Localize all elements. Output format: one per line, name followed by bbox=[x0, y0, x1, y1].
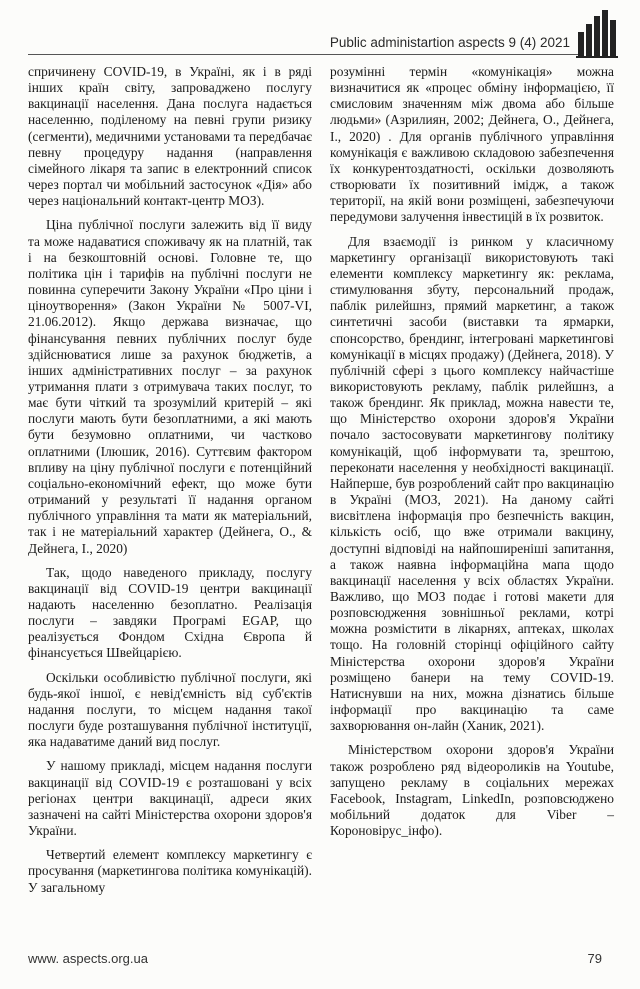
paragraph: У нашому прикладі, місцем надання послуги вакцинації від COVID-19 є розташовані у всіх регіонах центри вакцинації, адреси яких зазначені на сайті Міністерства охорони здоров'я України. bbox=[28, 758, 312, 839]
paragraph: розумінні термін «комунікація» можна визначитися як «процес обміну інформацією, її смисловим значенням між двома або більше людьми» (Азрилиян, 2002; Дейнега, О., Дейнега, І., 2020) . Для органів публічного управління комунікація є важливою складовою забезпечення їх конкурентоздатності, оскільки дозволяють створювати їх позитивний імідж, а також території, на якій вони розміщені, забезпечуючи передумови залучення інвестицій в їх розвиток. bbox=[330, 64, 614, 225]
page-number: 79 bbox=[587, 951, 602, 966]
paragraph: Міністерством охорони здоров'я України також розроблено ряд відеороликів на Youtube, запущено рекламу в соціальних мережах Facebook, Instagram, LinkedIn, розповсюджено мобільний додаток для Viber –Короновірус_інфо). bbox=[330, 742, 614, 839]
right-column bbox=[330, 64, 614, 839]
paragraph: Четвертий елемент комплексу маркетингу є просування (маркетингова політика комунікацій). У загальному bbox=[28, 847, 312, 895]
journal-title: Public administartion aspects 9 (4) 2021 bbox=[329, 35, 570, 50]
header-divider bbox=[28, 54, 578, 55]
footer-url: www. aspects.org.ua bbox=[28, 951, 148, 966]
building-columns-icon bbox=[576, 10, 618, 58]
paragraph: Ціна публічної послуги залежить від її виду та може надаватися споживачу як на платній, так і на безкоштовній основі. Головне те, що політика цін і тарифів на публічні послуги не повинна суперечити Закону України «Про ціни і ціноутворення» (Закон України № 5007-VI, 21.06.2012). Якщо держава визначає, що фінансування певних публічних послуг буде здійснюватися лише за рахунок бюджетів, а інших адміністративних послуг – за рахунок утримання плати з отримувача таких послуг, то має бути чіткий та зрозумілий критерій – які послуги мають бути безоплатними, а які мають бути безумовно оплатними, чи частково оплатними (Ілюшик, 2016). Суттєвим фактором впливу на ціну публічної послуги є потенційний соціально-економічний ефект, що може бути отриманий у результаті її надання органом публічного управління та мати як матеріальний, так і не матеріальний характер (Дейнега, О., & Дейнега, І., 2020) bbox=[28, 217, 312, 556]
page-header bbox=[0, 0, 640, 62]
article-body bbox=[28, 64, 614, 934]
paragraph: Для взаємодії із ринком у класичному маркетингу організації використовують такі елементи комплексу маркетингу як: реклама, стимулювання збуту, персональний продаж, паблік рилейшнз, прямий маркетинг, а також синтетичні засоби (виставки та ярмарки, спонсорство, брендинг, інтегровані маркетингові комунікації в місцях продажу) (Дейнега, 2018). У публічній сфері з цього комплексу найчастіше використовують рекламу, паблік рилейшнз, а також брендинг. Як приклад, можна навести те, що Міністерство охорони здоров'я України почало застосовувати маркетингову політику комунікацій, щоб інформувати та, зрештою, переконати населення у необхідності вакцинації. Найперше, був розроблений сайт про вакцинацію в Україні (МОЗ, 2021). На даному сайті висвітлена інформація про безпечність вакцин, кількість осіб, що вже отримали вакцину, доступні відповіді на найпоширеніші запитання, а також наявна інформаційна мапа щодо вакцинації населення у всіх областях України. Важливо, що МОЗ подає і готові макети для розповсюдження зовнішньої реклами, котрі можна розмістити в лікарнях, аптеках, школах тощо. На головній сторінці офіційного сайту Міністерства охорони здоров'я України розміщено банери на тему COVID-19. Натиснувши на них, можна дізнатись більше інформації про вакцинацію та саме захворювання он-лайн (Ханик, 2021). bbox=[330, 233, 614, 734]
paragraph: Оскільки особливістю публічної послуги, які будь-якої іншої, є невід'ємність від суб'єктів надання послуги, то місцем надання такої послуги буде розташування публічної інституції, яка надаватиме даний вид послуг. bbox=[28, 669, 312, 750]
paragraph: Так, щодо наведеного прикладу, послугу вакцинації від COVID-19 центри вакцинації надають населенню безоплатно. Реалізація послуги – завдяки Програмі EGAP, що реалізується Фондом Східна Європа й фінансується Швейцарією. bbox=[28, 564, 312, 661]
paragraph: спричинену COVID-19, в Україні, як і в ряді інших країн світу, запроваджено послугу вакцинації населення. Дана послуга надається населенню, поділеному на певні групи ризику (сегменти), медичними установами та передбачає певну процедуру надання (направлення сімейного лікаря та запис в електронний список через портал чи мобільний застосунок «Дія» або через національний контакт-центр МОЗ). bbox=[28, 64, 312, 209]
left-column bbox=[28, 64, 312, 896]
